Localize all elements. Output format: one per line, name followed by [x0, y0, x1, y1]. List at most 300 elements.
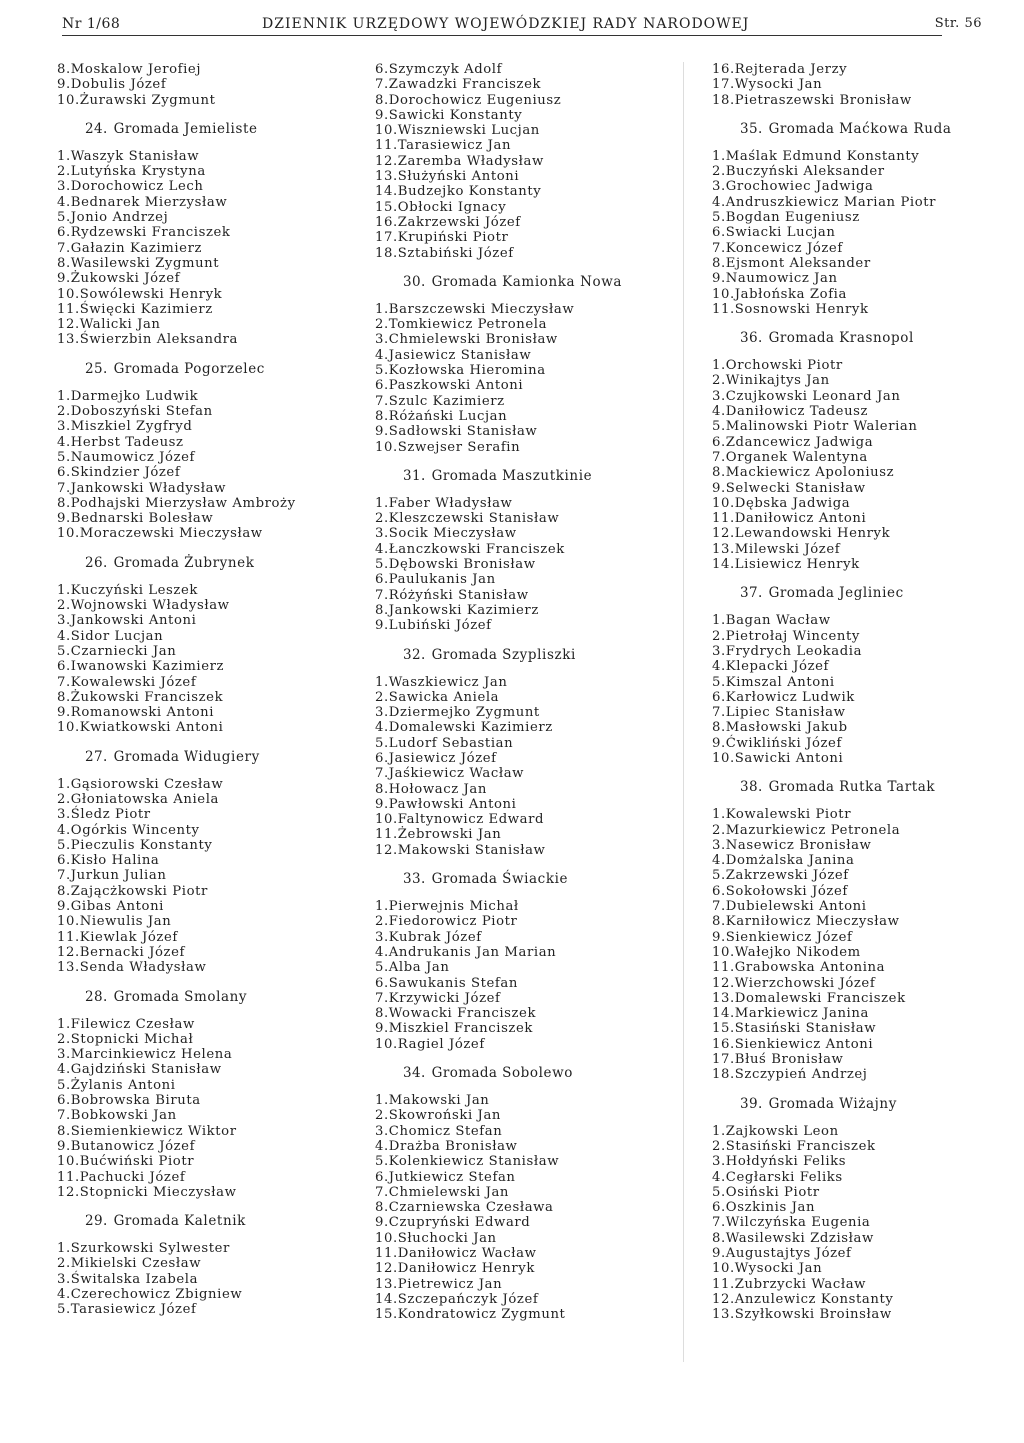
person-name: Sawicki Antoni	[734, 750, 844, 766]
list-item	[712, 542, 992, 557]
item-number: 17.	[712, 1052, 735, 1068]
list-item	[712, 210, 992, 225]
item-number: 5.	[712, 868, 726, 884]
list-item	[57, 62, 357, 77]
list-item	[712, 1307, 992, 1322]
person-name: Czujkowski Leonard Jan	[725, 388, 901, 404]
gromada-label: Gromada	[431, 871, 498, 888]
list-item	[712, 736, 992, 751]
person-name: Kondratowicz Zygmunt	[397, 1307, 566, 1323]
person-name: Jankowski Władysław	[70, 480, 227, 496]
item-number: 6.	[375, 62, 389, 77]
person-name: Organek Walentyna	[725, 449, 868, 465]
person-name: Doboszyński Stefan	[70, 404, 213, 420]
item-number: 8.	[375, 1006, 389, 1022]
gromada-name: Kamionka Nowa	[502, 273, 623, 290]
item-number: 4.	[375, 720, 389, 736]
gromada-name: Rutka Tartak	[839, 779, 936, 796]
list-item	[712, 389, 992, 404]
item-number: 8.	[57, 689, 71, 705]
item-number: 15.	[375, 199, 398, 215]
person-name: Świtalska Izabela	[70, 1271, 199, 1287]
item-number: 3.	[375, 929, 389, 945]
item-number: 3.	[57, 1271, 71, 1287]
list-item	[375, 138, 675, 153]
person-name: Kubrak Józef	[388, 929, 482, 945]
item-number: 8.	[712, 1230, 726, 1246]
person-name: Pawłowski Antoni	[388, 796, 517, 812]
person-name: Domalewski Kazimierz	[388, 720, 553, 736]
item-number: 2.	[57, 1256, 71, 1272]
gromada-number: 32.	[403, 646, 426, 663]
item-number: 2.	[375, 1108, 389, 1124]
list-item	[57, 1108, 357, 1123]
list-item	[712, 899, 992, 914]
list-item	[712, 751, 992, 766]
item-number: 13.	[712, 1307, 735, 1323]
list-item	[712, 945, 992, 960]
person-name: Obłocki Ignacy	[397, 199, 507, 215]
item-number: 11.	[375, 1246, 398, 1261]
list-item	[375, 1108, 675, 1123]
person-name: Jabłońska Zofia	[734, 286, 847, 302]
item-number: 10.	[57, 286, 80, 302]
list-item	[57, 302, 357, 317]
gromada-label: Gromada	[113, 1213, 180, 1230]
item-number: 2.	[375, 317, 389, 333]
item-number: 6.	[375, 975, 389, 991]
list-item	[57, 1272, 357, 1287]
item-number: 4.	[57, 822, 71, 838]
list-item	[375, 1154, 675, 1169]
person-name: Herbst Tadeusz	[70, 434, 184, 450]
list-item	[57, 823, 357, 838]
person-name: Grabowska Antonina	[734, 960, 886, 976]
item-number: 2.	[57, 164, 71, 180]
person-name: Bućwiński Piotr	[79, 1154, 195, 1170]
item-number: 4.	[57, 194, 71, 210]
person-name: Filewicz Czesław	[70, 1016, 195, 1032]
person-name: Dorochowicz Eugeniusz	[388, 92, 562, 108]
item-number: 13.	[375, 169, 398, 185]
item-number: 17.	[712, 77, 735, 93]
item-number: 12.	[375, 153, 398, 169]
item-number: 3.	[712, 388, 726, 404]
gromada-label: Gromada	[431, 273, 498, 290]
list-item	[712, 675, 992, 690]
person-name: Mazurkiewicz Petronela	[725, 822, 901, 838]
item-number: 10.	[57, 914, 80, 930]
person-name: Czupryński Edward	[388, 1215, 531, 1231]
list-item	[57, 419, 357, 434]
gromada-name: Świackie	[502, 871, 569, 888]
item-number: 8.	[712, 255, 726, 271]
person-name: Zajkowski Leon	[725, 1123, 839, 1139]
list-item	[57, 960, 357, 975]
list-item	[375, 976, 675, 991]
person-name: Tomkiewicz Petronela	[388, 317, 548, 333]
item-number: 8.	[375, 781, 389, 797]
person-name: Andrukanis Jan Marian	[388, 944, 557, 960]
item-number: 9.	[57, 705, 71, 721]
person-name: Sokołowski Józef	[725, 883, 848, 899]
person-name: Stasiński Stanisław	[734, 1021, 877, 1037]
list-item	[375, 797, 675, 812]
list-item	[712, 225, 992, 240]
item-number: 6.	[57, 1093, 71, 1109]
list-item	[57, 629, 357, 644]
person-name: Bogdan Eugeniusz	[725, 210, 860, 226]
person-name: Zakrzewski Józef	[725, 868, 849, 884]
item-number: 7.	[712, 899, 726, 915]
list-item	[712, 241, 992, 256]
list-item	[712, 179, 992, 194]
item-number: 12.	[375, 842, 398, 858]
list-item	[57, 496, 357, 511]
list-item	[712, 991, 992, 1006]
list-item	[712, 496, 992, 511]
gromada-number: 27.	[85, 748, 108, 765]
list-item	[57, 1185, 357, 1200]
person-name: Szczypień Andrzej	[734, 1067, 868, 1083]
item-number: 7.	[57, 674, 71, 690]
item-number: 8.	[57, 1123, 71, 1139]
person-name: Mackiewicz Apoloniusz	[725, 465, 895, 481]
item-number: 7.	[712, 705, 726, 721]
person-name: Winikajtys Jan	[725, 373, 830, 389]
list-item	[57, 1154, 357, 1169]
list-item	[375, 572, 675, 587]
list-item	[375, 154, 675, 169]
person-name: Lutyńska Krystyna	[70, 164, 206, 180]
item-number: 12.	[375, 1261, 398, 1277]
item-number: 14.	[712, 557, 735, 573]
item-number: 9.	[375, 1215, 389, 1231]
list-item	[375, 424, 675, 439]
list-item	[375, 378, 675, 393]
gromada-number: 28.	[85, 988, 108, 1005]
person-name: Pietrołaj Wincenty	[725, 628, 860, 644]
person-name: Karłowicz Ludwik	[725, 689, 855, 705]
list-item	[712, 930, 992, 945]
item-number: 5.	[375, 1154, 389, 1170]
item-number: 1.	[712, 1123, 726, 1139]
gromada-heading	[375, 870, 675, 888]
person-name: Stasiński Franciszek	[725, 1138, 876, 1154]
item-number: 5.	[57, 1077, 71, 1093]
list-item	[712, 1124, 992, 1139]
list-item	[375, 705, 675, 720]
item-number: 8.	[57, 495, 71, 511]
list-item	[375, 184, 675, 199]
list-item	[57, 1287, 357, 1302]
person-name: Frydrych Leokadia	[725, 643, 863, 659]
list-item	[712, 1231, 992, 1246]
person-name: Pierwejnis Michał	[388, 899, 519, 915]
list-item	[712, 868, 992, 883]
person-name: Szwejser Serafin	[397, 439, 521, 455]
gromada-number: 31.	[403, 467, 426, 484]
person-name: Wierzchowski Józef	[734, 975, 876, 991]
list-item	[375, 618, 675, 633]
gromada-heading	[375, 467, 675, 485]
person-name: Gałazin Kazimierz	[70, 240, 203, 256]
item-number: 6.	[712, 1200, 726, 1216]
item-number: 4.	[712, 853, 726, 869]
item-number: 2.	[57, 1031, 71, 1047]
person-name: Stopnicki Michał	[70, 1031, 194, 1047]
item-number: 10.	[375, 812, 398, 828]
gromada-label: Gromada	[113, 748, 180, 765]
list-item	[375, 348, 675, 363]
person-name: Sztabiński Józef	[397, 245, 514, 261]
gromada-name: Sobolewo	[502, 1065, 574, 1082]
item-number: 4.	[375, 347, 389, 363]
person-name: Maślak Edmund Konstanty	[725, 148, 920, 164]
person-name: Marcinkiewicz Helena	[70, 1047, 233, 1063]
person-name: Wysocki Jan	[734, 1261, 823, 1277]
item-number: 15.	[712, 1021, 735, 1037]
list-item	[712, 526, 992, 541]
gromada-label: Gromada	[768, 330, 835, 347]
list-item	[375, 317, 675, 332]
gromada-label: Gromada	[768, 1095, 835, 1112]
list-item	[375, 899, 675, 914]
list-item	[375, 1093, 675, 1108]
list-item	[375, 1215, 675, 1230]
person-name: Lewandowski Henryk	[734, 526, 891, 542]
list-item	[57, 1256, 357, 1271]
item-number: 3.	[375, 705, 389, 721]
gromada-label: Gromada	[431, 467, 498, 484]
item-number: 8.	[712, 914, 726, 930]
list-item	[375, 496, 675, 511]
gromada-label: Gromada	[431, 646, 498, 663]
item-number: 11.	[57, 301, 80, 317]
person-name: Paulukanis Jan	[388, 572, 496, 588]
gromada-heading	[712, 778, 992, 796]
person-name: Wasilewski Zygmunt	[70, 255, 220, 271]
list-item	[57, 777, 357, 792]
list-item	[57, 1124, 357, 1139]
item-number: 13.	[57, 332, 80, 348]
list-item	[57, 914, 357, 929]
item-number: 4.	[712, 659, 726, 675]
gromada-heading	[375, 646, 675, 664]
person-name: Służyński Antoni	[397, 169, 520, 185]
person-name: Malinowski Piotr Walerian	[725, 419, 918, 435]
person-name: Dobulis Józef	[70, 77, 167, 93]
person-name: Selwecki Stanisław	[725, 480, 866, 496]
gromada-heading	[712, 329, 992, 347]
list-item	[57, 77, 357, 92]
person-name: Krzywicki Józef	[388, 990, 501, 1006]
person-name: Augustajtys Józef	[725, 1246, 852, 1261]
item-number: 10.	[57, 526, 80, 542]
person-name: Wilczyńska Eugenia	[725, 1215, 871, 1231]
list-item	[712, 629, 992, 644]
list-item	[375, 1124, 675, 1139]
gromada-name: Jemieliste	[184, 120, 258, 137]
list-item	[57, 1170, 357, 1185]
item-number: 5.	[375, 557, 389, 573]
list-item	[712, 287, 992, 302]
item-number: 18.	[712, 92, 735, 108]
item-number: 3.	[375, 332, 389, 348]
person-name: Jankowski Antoni	[70, 613, 197, 629]
list-item	[712, 690, 992, 705]
list-item	[57, 659, 357, 674]
list-item	[375, 1037, 675, 1052]
item-number: 9.	[375, 107, 389, 123]
gromada-number: 38.	[740, 779, 763, 796]
gromada-number: 30.	[403, 273, 426, 290]
item-number: 7.	[375, 766, 389, 782]
item-number: 10.	[712, 750, 735, 766]
person-name: Sienkiewicz Józef	[725, 929, 853, 945]
person-name: Masłowski Jakub	[725, 720, 848, 736]
item-number: 7.	[375, 393, 389, 409]
person-name: Czarniecki Jan	[70, 643, 177, 659]
list-item	[375, 409, 675, 424]
list-item	[712, 435, 992, 450]
person-name: Szurkowski Sylwester	[70, 1241, 230, 1257]
person-name: Domalewski Franciszek	[734, 990, 906, 1006]
person-name: Senda Władysław	[79, 960, 207, 976]
item-number: 4.	[57, 1062, 71, 1078]
list-item	[712, 62, 992, 77]
list-item	[712, 807, 992, 822]
gromada-number: 35.	[740, 120, 763, 137]
person-name: Skowroński Jan	[388, 1108, 501, 1124]
person-name: Daniłowicz Antoni	[734, 511, 867, 527]
item-number: 3.	[57, 179, 71, 195]
person-name: Zubrzycki Wacław	[734, 1276, 867, 1292]
list-item	[57, 583, 357, 598]
item-number: 7.	[57, 1108, 71, 1124]
gromada-heading	[375, 273, 675, 291]
item-number: 3.	[57, 419, 71, 435]
list-item	[375, 1246, 675, 1261]
person-name: Walicki Jan	[79, 317, 161, 333]
list-item	[57, 435, 357, 450]
person-name: Kleszczewski Stanisław	[388, 511, 560, 527]
person-name: Kuczyński Leszek	[70, 582, 198, 598]
item-number: 10.	[375, 123, 398, 139]
item-number: 16.	[712, 1036, 735, 1052]
list-item	[712, 557, 992, 572]
list-item	[712, 705, 992, 720]
list-item	[712, 720, 992, 735]
list-item	[375, 1185, 675, 1200]
list-item	[712, 1052, 992, 1067]
person-name: Makowski Jan	[388, 1093, 490, 1109]
issue-number: Nr 1/68	[62, 16, 121, 32]
list-item	[375, 302, 675, 317]
person-name: Zakrzewski Józef	[397, 214, 521, 230]
gromada-number: 34.	[403, 1065, 426, 1082]
person-name: Krupiński Piotr	[397, 230, 509, 246]
gromada-number: 33.	[403, 871, 426, 888]
person-name: Socik Mieczysław	[388, 526, 517, 542]
item-number: 1.	[375, 301, 389, 317]
person-name: Stopnicki Mieczysław	[79, 1184, 237, 1200]
person-name: Chmielewski Jan	[388, 1184, 510, 1200]
list-item	[57, 1047, 357, 1062]
item-number: 11.	[57, 1169, 80, 1185]
item-number: 6.	[712, 434, 726, 450]
person-name: Wojnowski Władysław	[70, 598, 230, 614]
person-name: Łanczkowski Franciszek	[388, 541, 565, 557]
list-item	[712, 1200, 992, 1215]
list-item	[57, 899, 357, 914]
list-item	[57, 930, 357, 945]
person-name: Gibas Antoni	[70, 899, 164, 915]
person-name: Jasiewicz Stanisław	[388, 347, 532, 363]
person-name: Lisiewicz Henryk	[734, 557, 860, 573]
list-item	[57, 1093, 357, 1108]
list-item	[712, 465, 992, 480]
item-number: 5.	[57, 643, 71, 659]
list-item	[712, 164, 992, 179]
item-number: 5.	[375, 735, 389, 751]
item-number: 2.	[57, 404, 71, 420]
person-name: Szczepańczyk Józef	[397, 1291, 539, 1307]
header-rule	[62, 35, 942, 36]
person-name: Bagan Wacław	[725, 613, 831, 629]
list-item	[57, 164, 357, 179]
person-name: Orchowski Piotr	[725, 358, 843, 374]
item-number: 7.	[57, 240, 71, 256]
person-name: Jaśkiewicz Wacław	[388, 766, 525, 782]
item-number: 2.	[57, 598, 71, 614]
list-item	[375, 394, 675, 409]
list-item	[375, 363, 675, 378]
list-item	[57, 807, 357, 822]
gromada-label: Gromada	[768, 120, 835, 137]
person-name: Daniłowicz Henryk	[397, 1261, 535, 1277]
list-item	[712, 511, 992, 526]
item-number: 7.	[57, 480, 71, 496]
item-number: 4.	[375, 541, 389, 557]
person-name: Paszkowski Antoni	[388, 378, 524, 394]
list-item	[375, 230, 675, 245]
list-item	[375, 1292, 675, 1307]
person-name: Niewulis Jan	[79, 914, 172, 930]
item-number: 5.	[375, 363, 389, 379]
person-name: Markiewicz Janina	[734, 1006, 869, 1022]
item-number: 3.	[712, 1154, 726, 1170]
gromada-name: Smolany	[184, 988, 248, 1005]
item-number: 8.	[57, 62, 71, 77]
list-item	[375, 440, 675, 455]
gromada-number: 29.	[85, 1213, 108, 1230]
item-number: 5.	[57, 449, 71, 465]
person-name: Pietraszewski Bronisław	[734, 92, 912, 108]
person-name: Dębowski Bronisław	[388, 557, 536, 573]
item-number: 10.	[57, 1154, 80, 1170]
item-number: 12.	[57, 944, 80, 960]
list-item	[712, 195, 992, 210]
item-number: 6.	[375, 572, 389, 588]
item-number: 5.	[712, 674, 726, 690]
item-number: 4.	[712, 1169, 726, 1185]
item-number: 2.	[375, 689, 389, 705]
item-number: 1.	[57, 148, 71, 164]
item-number: 13.	[57, 960, 80, 976]
list-item	[57, 838, 357, 853]
item-number: 7.	[712, 240, 726, 256]
